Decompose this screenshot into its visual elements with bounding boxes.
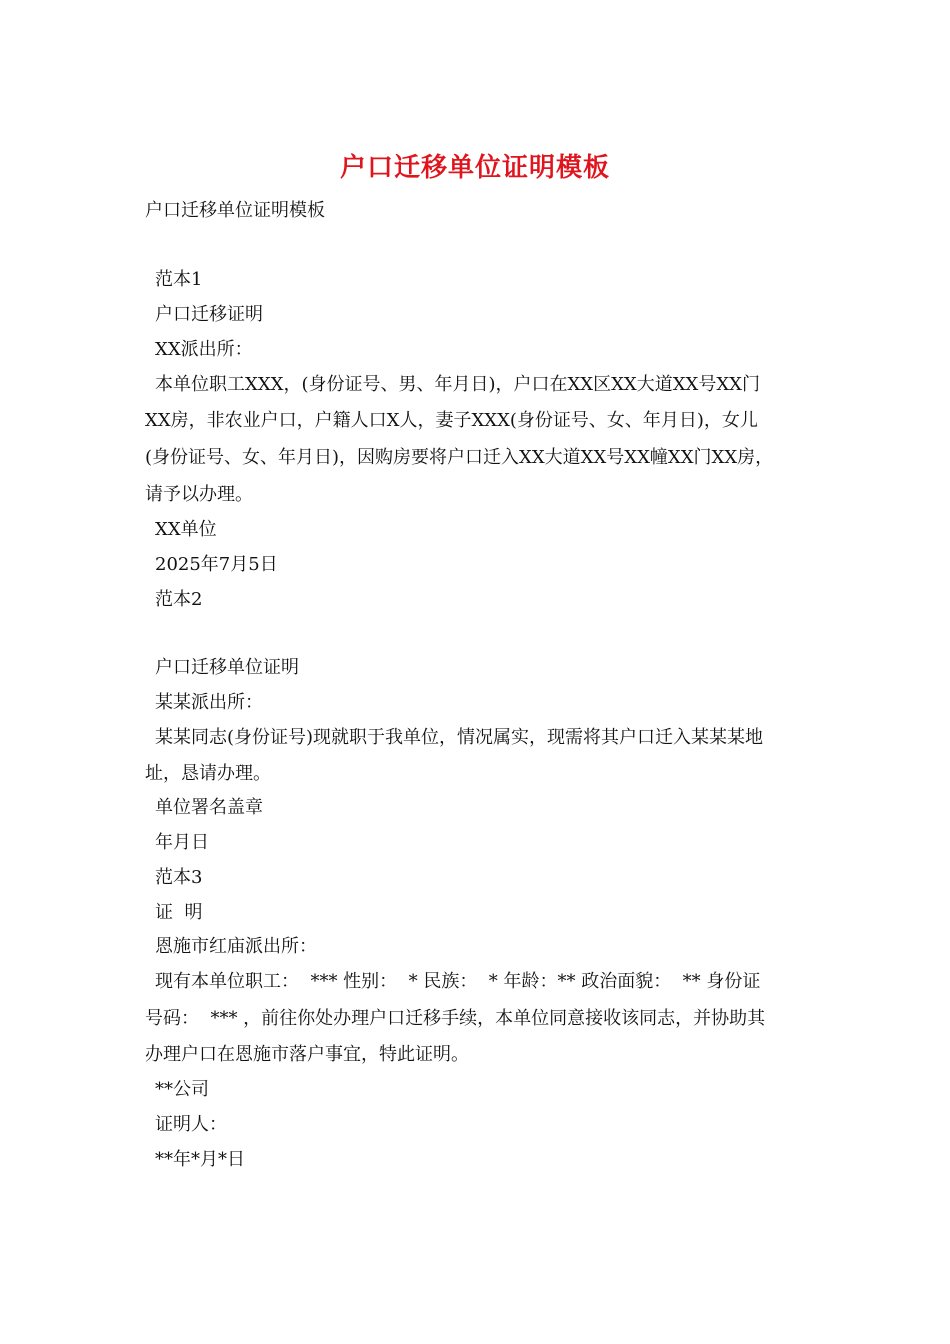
- sample1-heading: 范本1: [155, 269, 203, 290]
- sample2-body-line: 址，恳请办理。: [145, 763, 271, 784]
- sample2-date: 年月日: [155, 832, 209, 853]
- sample1-signer: XX单位: [155, 519, 217, 540]
- document-title: 户口迁移单位证明模板: [339, 153, 610, 183]
- sample3-date: **年*月*日: [155, 1149, 245, 1170]
- sample3-body-line: 号码： *** ，前往你处办理户口迁移手续，本单位同意接收该同志，并协助其: [145, 1008, 766, 1029]
- document-subtitle: 户口迁移单位证明模板: [145, 200, 325, 221]
- sample1-addressee: XX派出所：: [155, 339, 253, 360]
- sample2-signer: 单位署名盖章: [155, 797, 263, 818]
- sample1-body-line: 请予以办理。: [145, 484, 253, 505]
- sample3-signer: **公司: [155, 1079, 209, 1100]
- sample3-body-line: 办理户口在恩施市落户事宜，特此证明。: [145, 1044, 469, 1065]
- sample2-body-line: 某某同志(身份证号)现就职于我单位，情况属实，现需将其户口迁入某某某地: [155, 727, 764, 748]
- sample1-date: 2025年7月5日: [155, 554, 278, 575]
- sample3-doc-title: 证 明: [155, 902, 203, 923]
- sample3-witness: 证明人：: [155, 1114, 227, 1135]
- sample1-body-line: 本单位职工XXX，(身份证号、男、年月日)，户口在XX区XX大道XX号XX门: [155, 374, 761, 395]
- sample3-addressee: 恩施市红庙派出所：: [155, 936, 317, 957]
- sample1-doc-title: 户口迁移证明: [155, 304, 263, 325]
- sample1-body-line: XX房，非农业户口，户籍人口X人，妻子XXX(身份证号、女、年月日)，女儿: [145, 410, 758, 431]
- sample3-body-line: 现有本单位职工： *** 性别： * 民族： * 年龄：** 政治面貌： ** 身份证: [155, 971, 761, 992]
- sample2-doc-title: 户口迁移单位证明: [155, 657, 299, 678]
- sample2-addressee: 某某派出所：: [155, 692, 263, 713]
- sample1-body-line: (身份证号、女、年月日)，因购房要将户口迁入XX大道XX号XX幢XX门XX房，: [145, 447, 774, 468]
- sample3-heading: 范本3: [155, 867, 203, 888]
- sample2-heading: 范本2: [155, 589, 203, 610]
